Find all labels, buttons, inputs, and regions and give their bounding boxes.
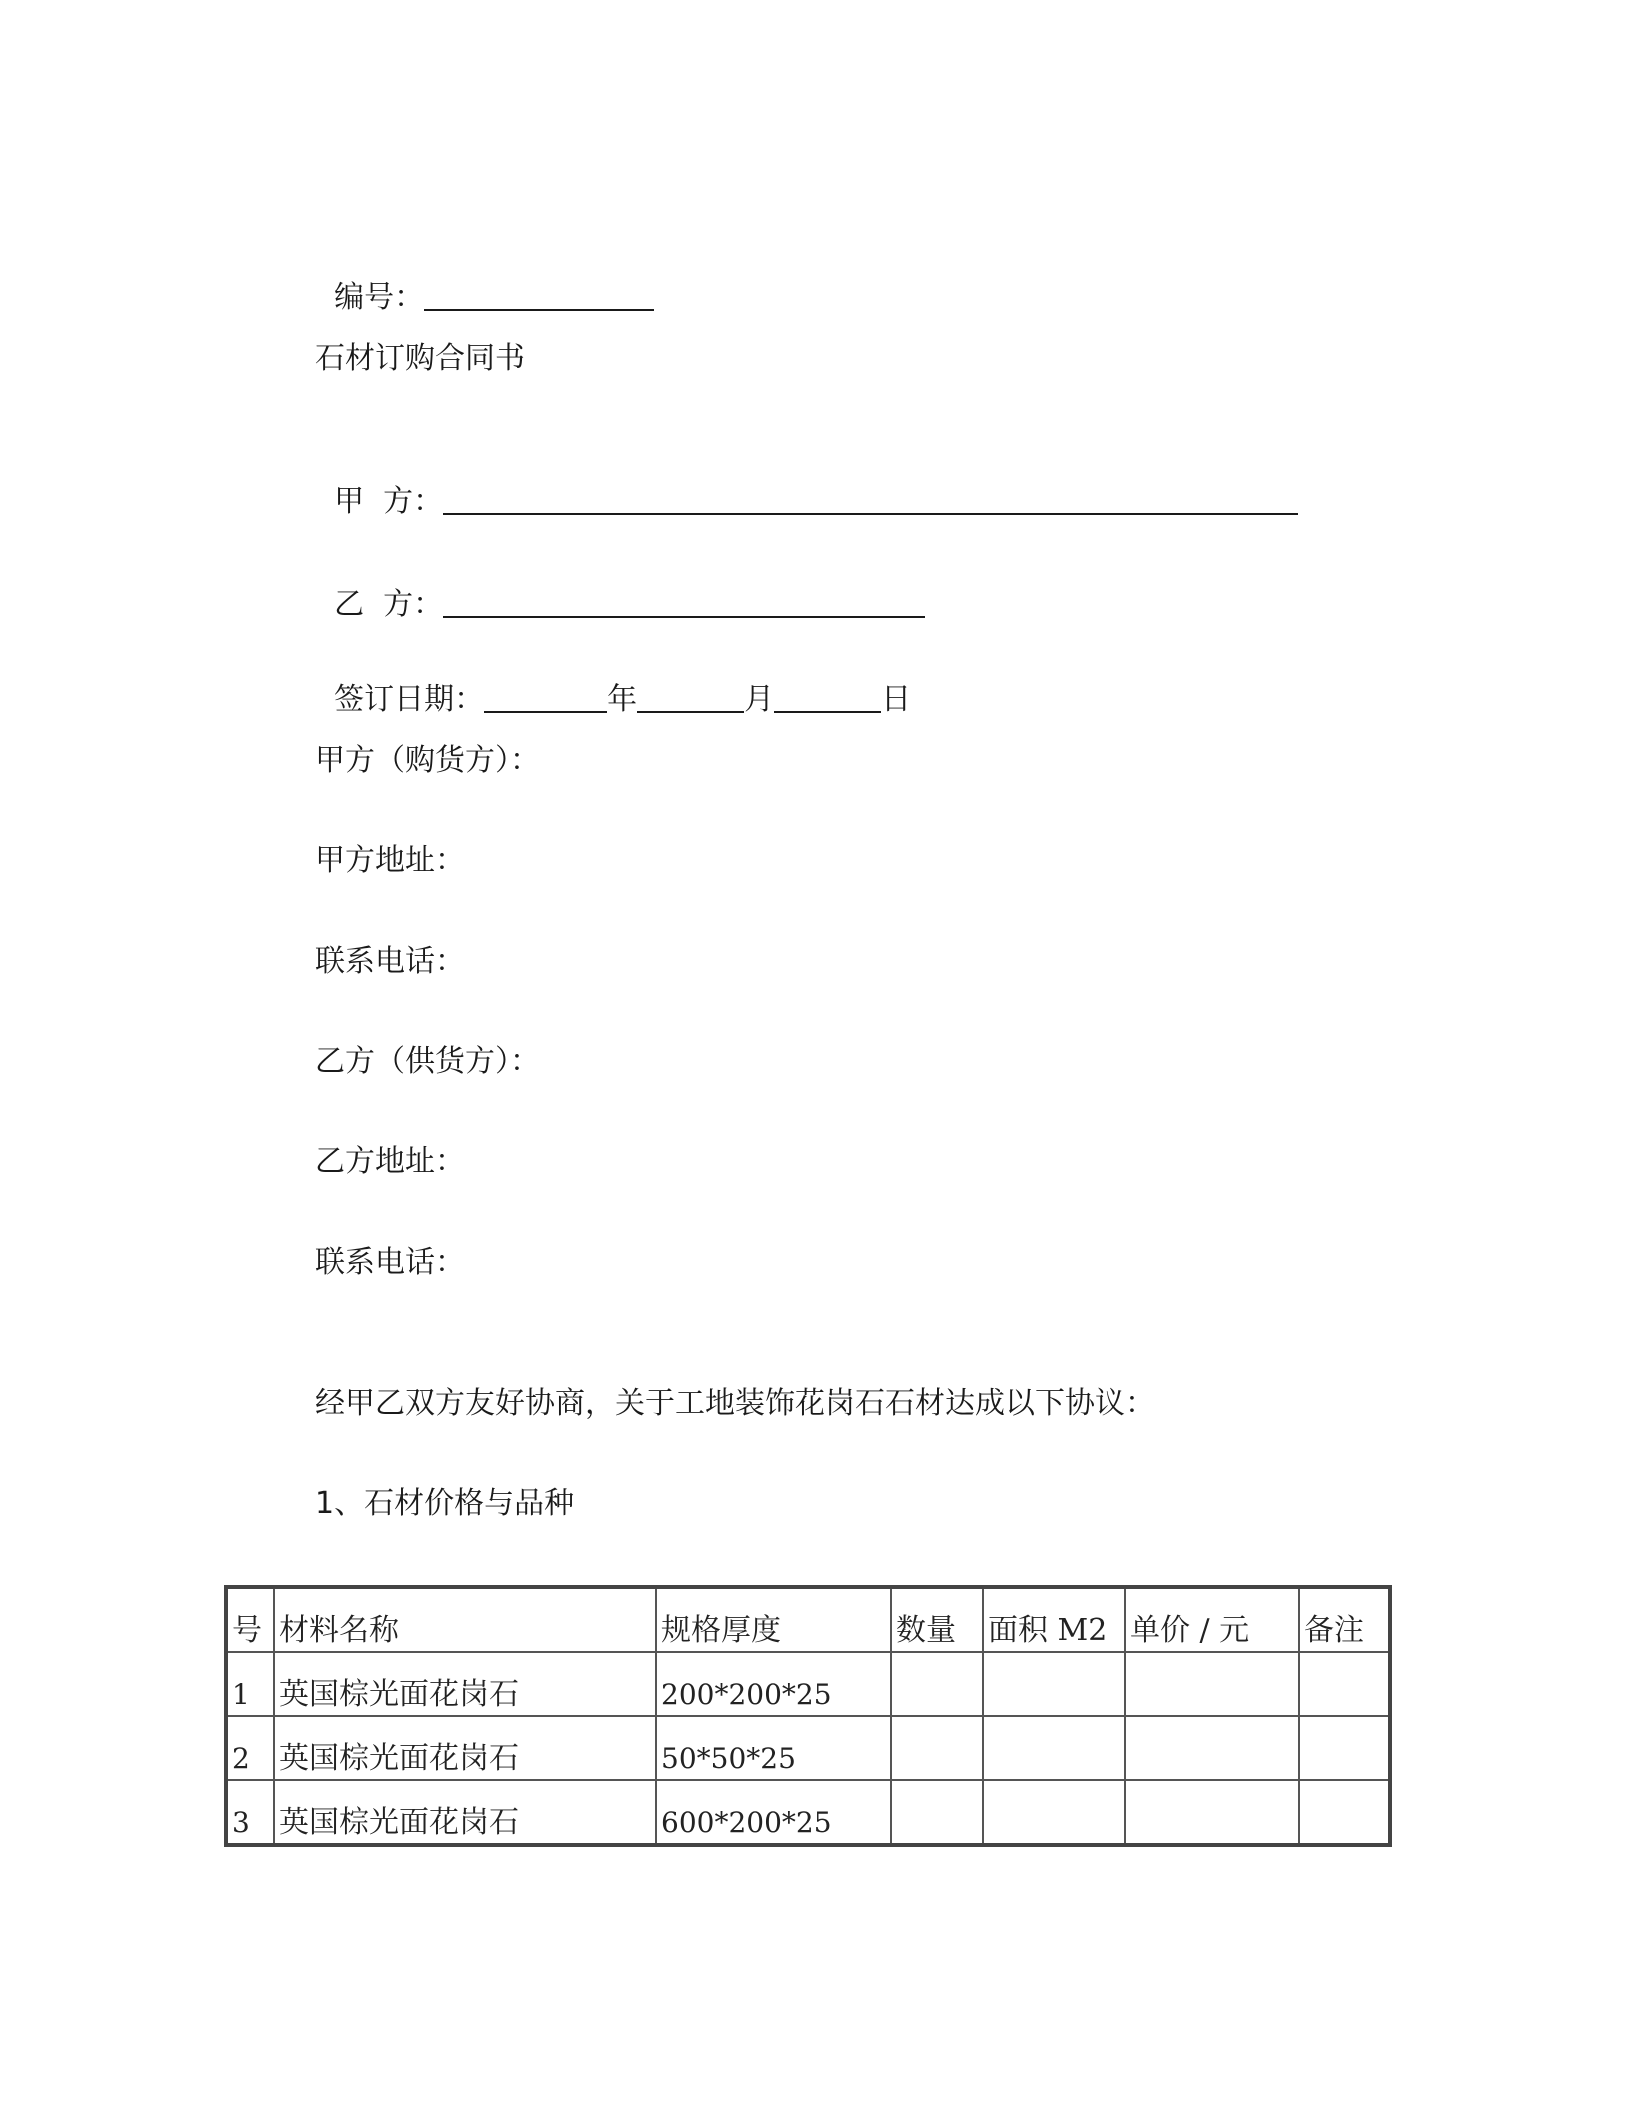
unit-price-cell[interactable] (1125, 1780, 1299, 1845)
supplier-label: 乙方（供货方）： (315, 1044, 540, 1079)
contract-number-label: 编号： (334, 280, 425, 315)
quantity-cell[interactable] (891, 1716, 983, 1780)
section-1-heading: 1、石材价格与品种 (315, 1486, 575, 1521)
party-b-blank[interactable] (443, 588, 925, 618)
sign-month-blank[interactable] (637, 683, 744, 713)
supplier-address-label: 乙方地址： (315, 1144, 465, 1179)
table-row (226, 1780, 1390, 1845)
sign-date-line (315, 640, 911, 720)
unit-price-cell[interactable] (1125, 1716, 1299, 1780)
material-name-cell: 英国棕光面花岗石 (274, 1780, 656, 1845)
remarks-cell[interactable] (1299, 1652, 1390, 1716)
header-cell-unit-price: 单价 / 元 (1125, 1587, 1299, 1652)
buyer-label: 甲方（购货方）： (315, 743, 540, 778)
party-b-label: 乙 方： (334, 587, 444, 622)
year-label: 年 (607, 682, 638, 717)
document-title: 石材订购合同书 (315, 341, 525, 376)
stone-price-table (224, 1585, 1392, 1847)
unit-price-cell[interactable] (1125, 1652, 1299, 1716)
row-number-cell: 1 (226, 1652, 274, 1716)
quantity-cell[interactable] (891, 1780, 983, 1845)
row-number-cell: 3 (226, 1780, 274, 1845)
contract-number-line (315, 238, 654, 318)
row-number-cell: 2 (226, 1716, 274, 1780)
supplier-phone-label: 联系电话： (315, 1245, 465, 1280)
spec-cell: 200*200*25 (656, 1652, 891, 1716)
area-cell[interactable] (983, 1780, 1125, 1845)
table-row (226, 1652, 1390, 1716)
sign-day-blank[interactable] (774, 683, 881, 713)
remarks-cell[interactable] (1299, 1716, 1390, 1780)
header-cell-remarks: 备注 (1299, 1587, 1390, 1652)
contract-number-blank[interactable] (424, 281, 654, 311)
remarks-cell[interactable] (1299, 1780, 1390, 1845)
material-name-cell: 英国棕光面花岗石 (274, 1652, 656, 1716)
area-cell[interactable] (983, 1716, 1125, 1780)
party-a-blank[interactable] (443, 485, 1298, 515)
header-cell-no: 号 (226, 1587, 274, 1652)
header-cell-quantity: 数量 (891, 1587, 983, 1652)
sign-year-blank[interactable] (484, 683, 607, 713)
material-name-cell: 英国棕光面花岗石 (274, 1716, 656, 1780)
buyer-phone-label: 联系电话： (315, 944, 465, 979)
spec-cell: 50*50*25 (656, 1716, 891, 1780)
header-cell-spec: 规格厚度 (656, 1587, 891, 1652)
party-b-line (315, 545, 925, 625)
buyer-address-label: 甲方地址： (315, 843, 465, 878)
table-header-row (226, 1587, 1390, 1652)
month-label: 月 (744, 682, 775, 717)
area-cell[interactable] (983, 1652, 1125, 1716)
table-row (226, 1716, 1390, 1780)
party-a-line (315, 442, 1298, 522)
spec-cell: 600*200*25 (656, 1780, 891, 1845)
agreement-intro: 经甲乙双方友好协商，关于工地装饰花岗石石材达成以下协议： (315, 1386, 1155, 1421)
quantity-cell[interactable] (891, 1652, 983, 1716)
header-cell-area: 面积 M2 (983, 1587, 1125, 1652)
sign-date-label: 签订日期： (334, 682, 485, 717)
party-a-label: 甲 方： (334, 484, 444, 519)
header-cell-material: 材料名称 (274, 1587, 656, 1652)
day-label: 日 (881, 682, 912, 717)
